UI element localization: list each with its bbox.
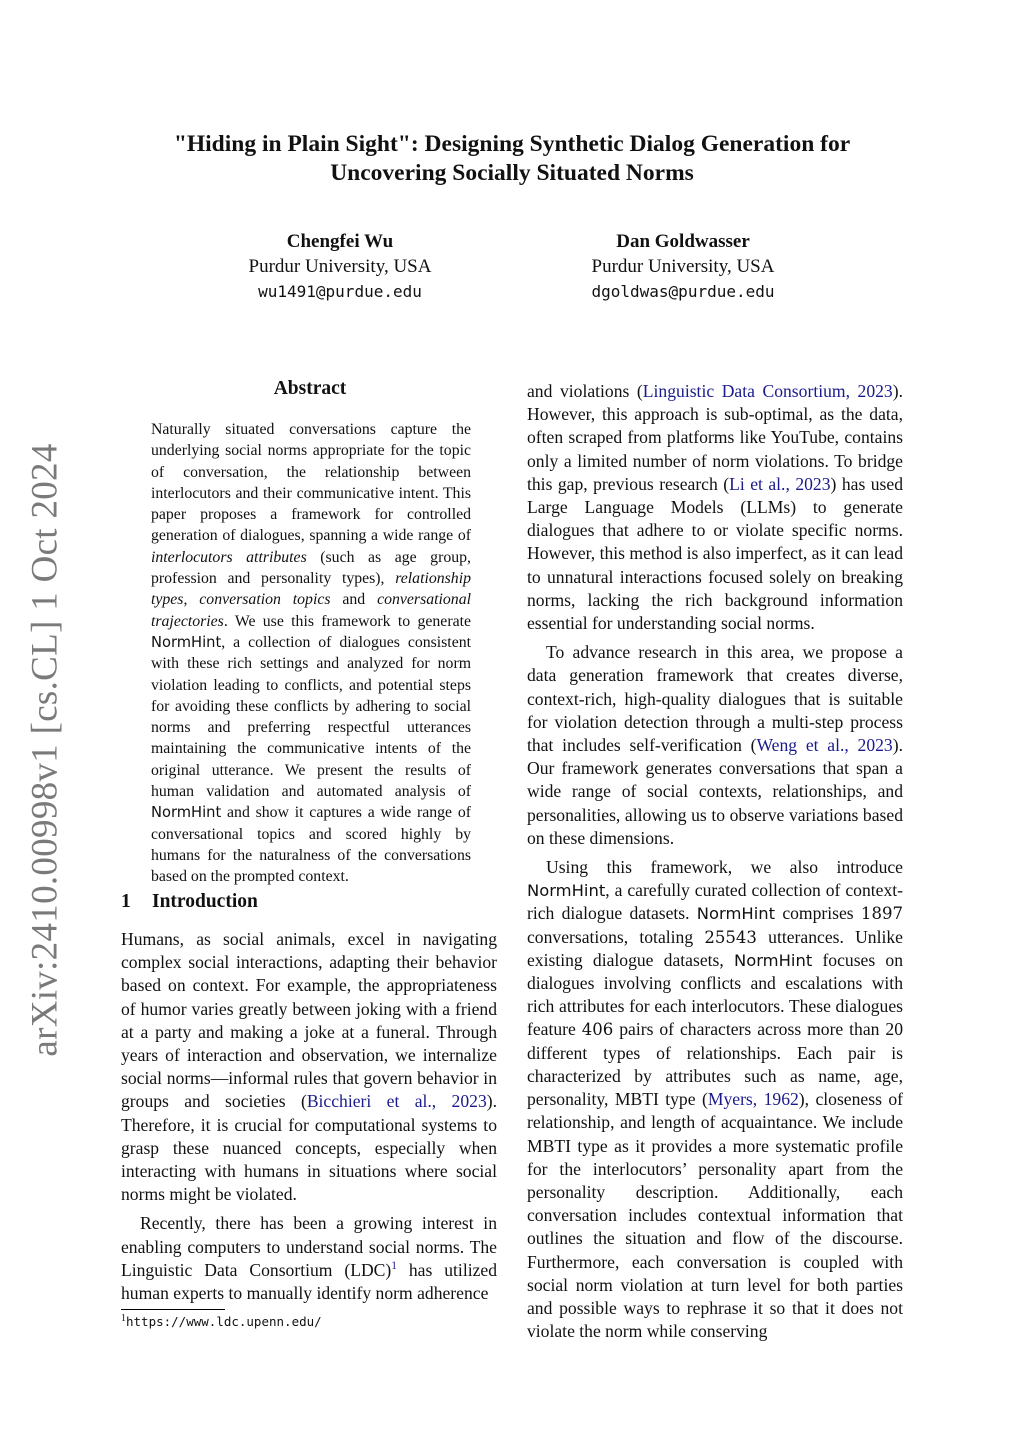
- count-value: 25543: [704, 927, 757, 947]
- dataset-name: NormHint: [151, 804, 222, 822]
- intro-paragraph-4: To advance research in this area, we propose a data generation framework that creates diverse, context-rich, high-quality dialogues that is suitable for violation detection through a multi-step process that includes self-verification (Weng et al., 2023). Our framework generates conversations that span a wide range of social contexts, relationships, and personalities, allowing us to observe variations based on these dimensions.: [527, 642, 903, 848]
- footnote-mark: 1: [121, 1312, 126, 1324]
- intro-paragraph-3: and violations (Linguistic Data Consortium, 2023). However, this approach is sub-optimal, as the data, often scraped from platforms like YouTube, contains only a limited number of norm violations. To bridge this gap, previous research (Li et al., 2023) has used Large Language Models (LLMs) to generate dialogues that adhere to or violate specific norms. However, this method is also imperfect, as it can lead to unnatural interactions focused solely on breaking norms, lacking the rich background information essential for understanding social norms.: [527, 381, 903, 634]
- citation-link[interactable]: Weng et al., 2023: [756, 735, 893, 756]
- title-line-2: Uncovering Socially Situated Norms: [330, 160, 694, 186]
- author-name: Chengfei Wu: [286, 231, 394, 252]
- author-block-1: [190, 229, 490, 305]
- author-email: dgoldwas@purdue.edu: [591, 282, 775, 301]
- abstract-heading: Abstract: [273, 378, 347, 399]
- footnote-url[interactable]: https://www.ldc.upenn.edu/: [126, 1314, 322, 1329]
- title-line-1: "Hiding in Plain Sight": Designing Synthetic Dialog Generation for: [173, 131, 851, 157]
- citation-link[interactable]: Bicchieri et al., 2023: [306, 1091, 487, 1112]
- left-column: [121, 928, 497, 1305]
- author-name: Dan Goldwasser: [616, 231, 750, 252]
- intro-paragraph-5: Using this framework, we also introduce NormHint, a carefully curated collection of context-rich dialogue datasets. NormHint comprises 1897 conversations, totaling 25543 utterances. Unlike existing dialogue datasets, NormHint focuses on dialogues involving conflicts and escalations with rich attributes for each interlocutors. These dialogues feature 406 pairs of characters across more than 20 different types of relationships. Each pair is characterized by attributes such as name, age, personality, MBTI type (Myers, 1962), closeness of relationship, and length of acquaintance. We include MBTI type as it provides a more systematic profile for the interlocutors’ personality apart from the personality description. Additionally, each conversation includes contextual information that outlines the situation and flow of the discourse. Furthermore, each conversation is coupled with social norm violation at turn level for both parties and possible ways to rephrase it so that it does not violate the norm while conserving: [527, 857, 903, 1342]
- author-block-2: [533, 229, 833, 305]
- author-affiliation: Purdur University, USA: [248, 256, 432, 277]
- footnote: [121, 1314, 322, 1329]
- author-email: wu1491@purdue.edu: [258, 282, 422, 301]
- count-value: 406: [581, 1020, 614, 1040]
- citation-link[interactable]: Linguistic Data Consortium, 2023: [642, 381, 893, 401]
- author-affiliation: Purdur University, USA: [591, 256, 775, 277]
- arxiv-side-label: arXiv:2410.00998v1 [cs.CL] 1 Oct 2024: [24, 443, 66, 1057]
- section-heading: 1 Introduction: [121, 891, 258, 912]
- intro-paragraph-2: Recently, there has been a growing interest in enabling computers to understand social norms. The Linguistic Data Consortium (LDC)$^1$ has utilized human experts to manually identify norm adherence: [121, 1213, 498, 1304]
- paper-title: [100, 130, 924, 188]
- intro-paragraph-1: Humans, as social animals, excel in navigating complex social interactions, adapting their behavior based on context. For example, the appropriateness of humor varies greatly between joking with a friend at a party and making a joke at a funeral. Through years of interaction and observation, we internalize social norms—informal rules that govern behavior in groups and societies (Bicchieri et al., 2023). Therefore, it is crucial for computational systems to grasp these nuanced concepts, especially when interacting with humans in situations where social norms might be violated.: [121, 929, 498, 1205]
- right-column: [527, 380, 903, 1343]
- citation-link[interactable]: Myers, 1962: [707, 1089, 799, 1110]
- dataset-name: NormHint: [733, 950, 813, 970]
- abstract-body: Naturally situated conversations capture the underlying social norms appropriate for the topic of conversation, the relationship between interlocutors and their communicative intent. This paper proposes a framework for controlled generation of dialogues, spanning a wide range of interlocutors attributes (such as age group, profession and personality types), relationship types, conversation topics and conversational trajectories. We use this framework to generate NormHint, a collection of dialogues consistent with these rich settings and analyzed for norm violation leading to conflicts, and potential steps for avoiding these conflicts by adhering to social norms and preferring respectful utterances maintaining the communicative intents of the original utterance. We present the results of human validation and automated analysis of NormHint and show it captures a wide range of conversational topics and scored highly by humans for the naturalness of the conversations based on the prompted context.: [151, 421, 471, 886]
- footnote-rule: [121, 1309, 225, 1310]
- dataset-name: NormHint: [151, 633, 222, 651]
- citation-link[interactable]: Li et al., 2023: [729, 473, 831, 494]
- count-value: 1897: [860, 904, 903, 924]
- footnote-marker[interactable]: 1: [391, 1259, 397, 1272]
- dataset-name: NormHint: [527, 881, 606, 901]
- dataset-name: NormHint: [696, 904, 776, 924]
